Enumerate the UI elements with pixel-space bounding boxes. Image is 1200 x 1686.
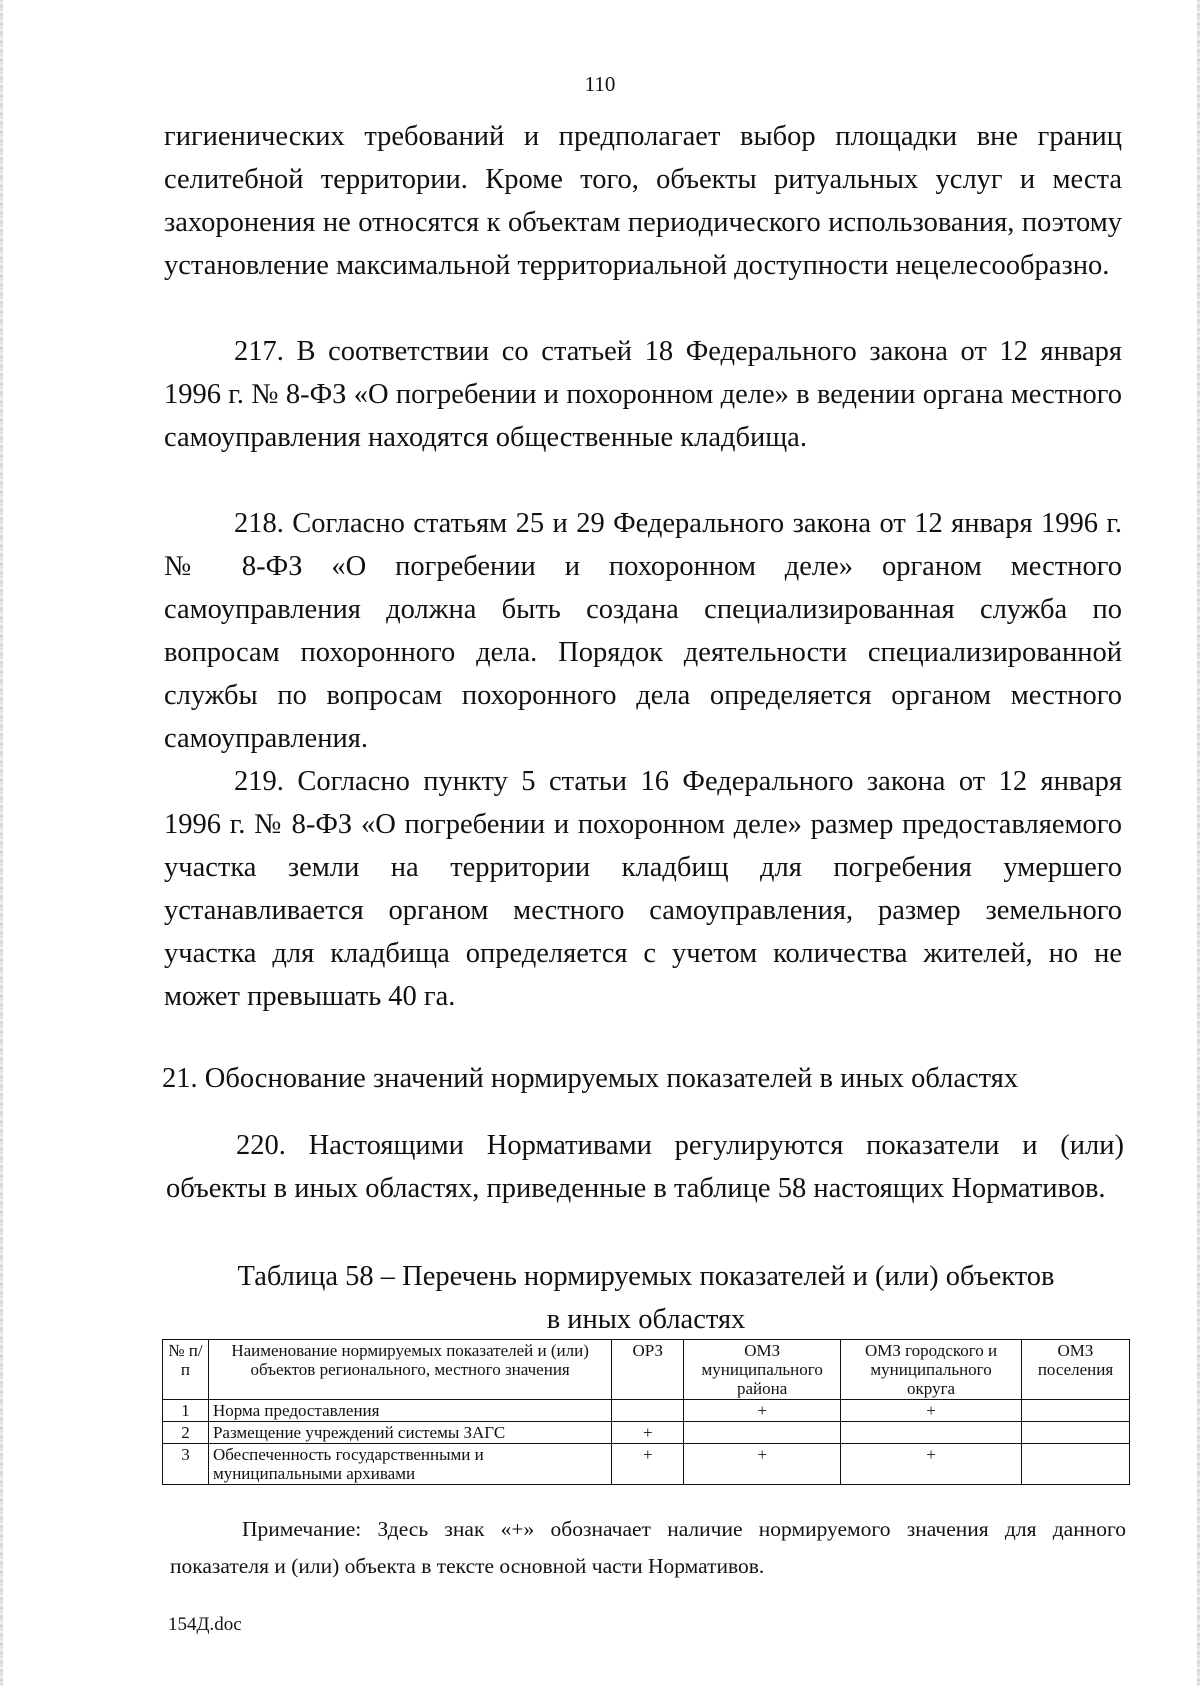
scan-edge-left: [0, 0, 3, 1686]
table-caption-line1: Таблица 58 – Перечень нормируемых показателей и (или) объектов: [237, 1261, 1055, 1292]
cell-omz-city-okrug: [841, 1422, 1022, 1444]
header-omz-district: ОМЗ муниципального района: [684, 1340, 841, 1400]
cell-omz-district: [684, 1422, 841, 1444]
paragraph-218: 218. Согласно статьям 25 и 29 Федерального закона от 12 января 1996 г. № 8-ФЗ «О погребении и похоронном деле» органом местного самоуправления должна быть создана специализированная служба по вопросам похоронного дела. Порядок деятельности специализированной службы по вопросам похоронного дела определяется органом местного самоуправления.: [164, 508, 1122, 754]
header-name: Наименование нормируемых показателей и (или) объектов регионального, местного значения: [208, 1340, 611, 1400]
table-row: [163, 1444, 1130, 1485]
table-note: Примечание: Здесь знак «+» обозначает наличие нормируемого значения для данного показателя и (или) объекта в тексте основной части Нормативов.: [170, 1517, 1126, 1578]
table-header-row: [163, 1340, 1130, 1400]
section-heading: 21. Обоснование значений нормируемых показателей в иных областях: [162, 1063, 1019, 1094]
header-orz: ОРЗ: [612, 1340, 684, 1400]
header-number: № п/п: [163, 1340, 209, 1400]
cell-number: 1: [163, 1400, 209, 1422]
cell-orz: +: [612, 1422, 684, 1444]
cell-omz-district: +: [684, 1400, 841, 1422]
cell-number: 2: [163, 1422, 209, 1444]
paragraph-219: 219. Согласно пункту 5 статьи 16 Федерального закона от 12 января 1996 г. № 8-ФЗ «О погребении и похоронном деле» размер предоставляемого участка земли на территории кладбищ для погребения умершего устанавливается органом местного самоуправления, размер земельного участка для кладбища определяется с учетом количества жителей, но не может превышать 40 га.: [164, 766, 1122, 1012]
table-row: [163, 1422, 1130, 1444]
cell-omz-district: +: [684, 1444, 841, 1485]
paragraph-220: 220. Настоящими Нормативами регулируются показатели и (или) объекты в иных областях, приведенные в таблице 58 настоящих Нормативов.: [166, 1130, 1124, 1204]
cell-orz: [612, 1400, 684, 1422]
paragraph-217: 217. В соответствии со статьей 18 Федерального закона от 12 января 1996 г. № 8-ФЗ «О погребении и похоронном деле» в ведении органа местного самоуправления находятся общественные кладбища.: [164, 336, 1122, 453]
paragraph-continuation: гигиенических требований и предполагает выбор площадки вне границ селитебной территории. Кроме того, объекты ритуальных услуг и места захоронения не относятся к объектам периодического использования, поэтому установление максимальной территориальной доступности нецелесообразно.: [164, 121, 1122, 281]
table-caption-line2: в иных областях: [546, 1304, 746, 1335]
cell-omz-settlement: [1022, 1400, 1130, 1422]
cell-omz-city-okrug: +: [841, 1444, 1022, 1485]
cell-orz: +: [612, 1444, 684, 1485]
file-name-footer: 154Д.doc: [168, 1614, 242, 1635]
header-omz-settlement: ОМЗ поселения: [1022, 1340, 1130, 1400]
norms-table: [162, 1339, 1130, 1485]
table-caption: [166, 1255, 1126, 1341]
cell-omz-city-okrug: +: [841, 1400, 1022, 1422]
cell-omz-settlement: [1022, 1422, 1130, 1444]
cell-number: 3: [163, 1444, 209, 1485]
table-row: [163, 1400, 1130, 1422]
cell-name: Норма предоставления: [208, 1400, 611, 1422]
header-omz-city-okrug: ОМЗ городского и муниципального округа: [841, 1340, 1022, 1400]
page-number: 110: [584, 72, 616, 96]
cell-name: Размещение учреждений системы ЗАГС: [208, 1422, 611, 1444]
cell-name: Обеспеченность государственными и муниципальными архивами: [208, 1444, 611, 1485]
cell-omz-settlement: [1022, 1444, 1130, 1485]
